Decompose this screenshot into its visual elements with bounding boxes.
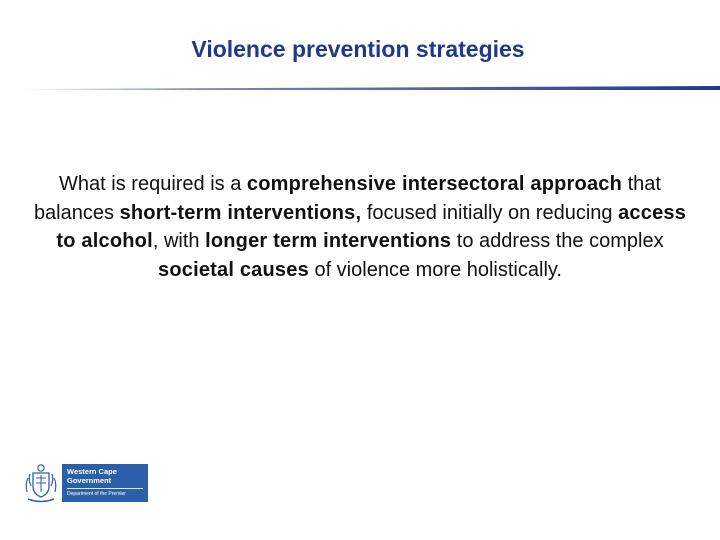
body-text-5: to address the complex xyxy=(451,230,664,252)
slide-title: Violence prevention strategies xyxy=(191,36,525,62)
body-text-4: , with xyxy=(152,230,206,252)
body-text-3: focused initially on reducing xyxy=(361,201,619,224)
department-label: Department of the Premier xyxy=(67,491,126,497)
coat-of-arms-icon xyxy=(22,462,60,504)
title-underline xyxy=(22,86,720,90)
body-text-2: that balances xyxy=(33,173,661,224)
emphasis-short-term-interventions: short-term interventions, xyxy=(119,201,362,224)
western-cape-government-logo xyxy=(22,462,148,504)
emphasis-longer-term-interventions: longer term interventions xyxy=(205,230,452,252)
government-name-panel xyxy=(62,464,148,502)
logo-divider xyxy=(67,488,143,489)
body-text-6: of violence more holistically. xyxy=(308,258,562,281)
emphasis-access-to-alcohol: access to alcohol xyxy=(56,201,687,252)
logo-line-2: Government xyxy=(67,476,112,485)
body-text-1: What is required is a xyxy=(59,173,247,195)
emphasis-comprehensive-approach: comprehensive intersectoral approach xyxy=(246,173,623,195)
body-paragraph xyxy=(30,170,690,284)
logo-line-1: Western Cape xyxy=(67,467,117,476)
emphasis-societal-causes: societal causes xyxy=(158,258,309,281)
